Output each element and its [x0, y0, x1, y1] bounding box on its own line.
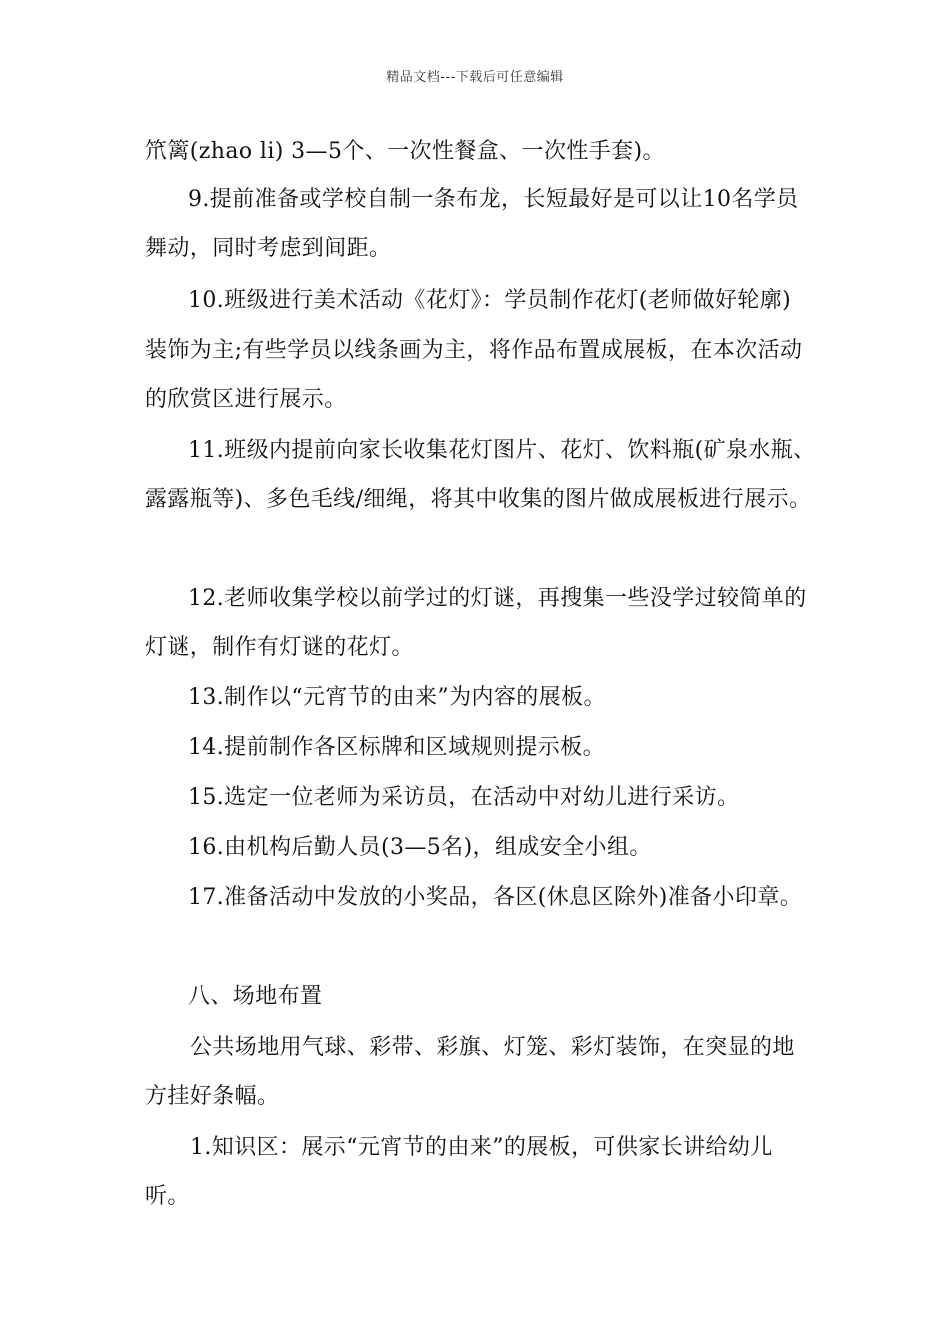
text-line: 10.班级进行美术活动《花灯》：学员制作花灯(老师做好轮廓): [188, 288, 792, 313]
text-line: 的欣赏区进行展示。: [145, 387, 347, 412]
text-line: 装饰为主;有些学员以线条画为主，将作品布置成展板，在本次活动: [145, 338, 803, 363]
page-header: 精品文档---下载后可任意编辑: [386, 70, 564, 85]
text-line: 舞动，同时考虑到间距。: [145, 236, 392, 261]
text-line: 公共场地用气球、彩带、彩旗、灯笼、彩灯装饰，在突显的地: [190, 1035, 795, 1060]
text-line: 13.制作以“元宵节的由来”为内容的展板。: [188, 685, 606, 710]
text-line: 16.由机构后勤人员(3—5名)，组成安全小组。: [188, 835, 652, 860]
text-line: 露露瓶等)、多色毛线/细绳，将其中收集的图片做成展板进行展示。: [145, 487, 812, 512]
text-line: 15.选定一位老师为采访员，在活动中对幼儿进行采访。: [188, 785, 740, 810]
text-line: 12.老师收集学校以前学过的灯谜，再搜集一些没学过较简单的: [188, 586, 807, 611]
text-line: 1.知识区：展示“元宵节的由来”的展板，可供家长讲给幼儿: [190, 1135, 773, 1160]
text-line: 14.提前制作各区标牌和区域规则提示板。: [188, 735, 605, 760]
text-line: 11.班级内提前向家长收集花灯图片、花灯、饮料瓶(矿泉水瓶、: [188, 438, 816, 463]
text-line: 9.提前准备或学校自制一条布龙，长短最好是可以让10名学员: [188, 187, 799, 212]
text-line: 灯谜，制作有灯谜的花灯。: [145, 635, 414, 660]
section-heading: 八、场地布置: [188, 984, 323, 1009]
text-line: 17.准备活动中发放的小奖品，各区(休息区除外)准备小印章。: [188, 885, 803, 910]
text-line: 方挂好条幅。: [145, 1084, 280, 1109]
text-line: 听。: [145, 1184, 190, 1209]
text-line: 笊篱(zhao li) 3—5个、一次性餐盒、一次性手套)。: [145, 139, 665, 164]
